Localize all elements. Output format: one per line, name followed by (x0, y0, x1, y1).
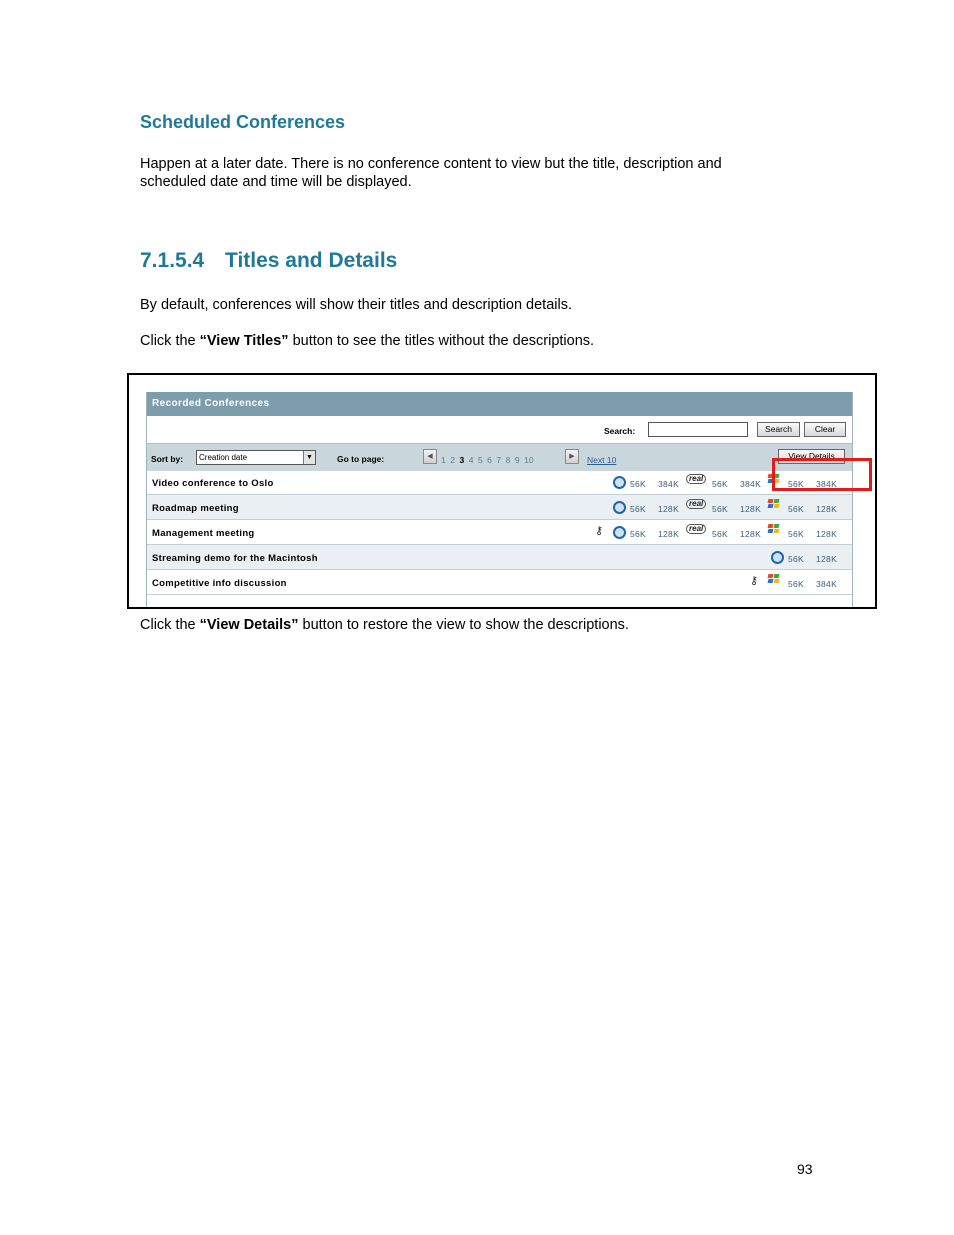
view-titles-term: “View Titles” (199, 333, 289, 349)
stream-rate-link[interactable]: 56K (712, 529, 729, 539)
quicktime-icon (613, 476, 626, 489)
stream-rate-link[interactable]: 128K (658, 504, 680, 514)
stream-rate-link[interactable]: 56K (712, 479, 729, 489)
table-row (147, 570, 852, 595)
stream-rate-link[interactable]: 128K (816, 504, 838, 514)
section-heading: Scheduled Conferences (140, 112, 346, 132)
conference-title[interactable]: Video conference to Oslo (152, 478, 274, 489)
stream-rate-link[interactable]: 56K (788, 554, 805, 564)
view-details-term: “View Details” (199, 617, 299, 633)
stream-rate-link[interactable]: 384K (816, 479, 838, 489)
text-prefix: Click the (140, 333, 200, 349)
search-label: Search: (604, 426, 636, 436)
key-icon: ⚷ (750, 575, 759, 587)
previous-page-icon[interactable]: ◀ (423, 449, 437, 464)
stream-rate-link[interactable]: 384K (658, 479, 680, 489)
realplayer-icon: real (686, 499, 706, 509)
key-icon: ⚷ (595, 525, 604, 537)
stream-rate-link[interactable]: 56K (788, 479, 805, 489)
goto-label: Go to page: (337, 454, 385, 464)
page-link[interactable]: 5 (477, 455, 483, 465)
stream-rate-link[interactable]: 56K (630, 479, 647, 489)
page-link[interactable]: 1 (441, 455, 446, 465)
page-link[interactable]: 3 (459, 455, 465, 465)
text-suffix: button to restore the view to show the descriptions. (298, 617, 629, 633)
text-prefix: Click the (140, 617, 200, 633)
stream-rate-link[interactable]: 384K (740, 479, 762, 489)
table-row (147, 495, 852, 520)
page-link[interactable]: 2 (450, 455, 455, 465)
quicktime-icon (613, 501, 626, 514)
search-row (147, 416, 852, 443)
sort-select[interactable] (196, 450, 316, 465)
page-link[interactable]: 9 (514, 455, 520, 465)
toolbar (147, 443, 852, 471)
text-suffix: button to see the titles without the descriptions. (288, 333, 595, 349)
conference-title[interactable]: Streaming demo for the Macintosh (152, 553, 318, 564)
clear-button[interactable]: Clear (804, 422, 846, 437)
stream-rate-link[interactable]: 56K (788, 504, 805, 514)
paragraph-default: By default, conferences will show their titles and description details. (140, 297, 572, 313)
stream-rate-link[interactable]: 384K (816, 579, 838, 589)
paragraph-view-titles (140, 332, 594, 350)
search-button[interactable]: Search (757, 422, 800, 437)
quicktime-icon (771, 551, 784, 564)
page-link[interactable]: 8 (505, 455, 511, 465)
subsection-title: Titles and Details (225, 249, 398, 272)
page-links (441, 455, 538, 465)
stream-rate-link[interactable]: 128K (740, 529, 762, 539)
next-page-icon[interactable]: ▶ (565, 449, 579, 464)
stream-rate-link[interactable]: 56K (788, 579, 805, 589)
realplayer-icon: real (686, 524, 706, 534)
sort-label: Sort by: (151, 454, 184, 464)
conference-title[interactable]: Management meeting (152, 528, 255, 539)
next-10-link[interactable]: Next 10 (587, 455, 617, 465)
stream-rate-link[interactable]: 128K (658, 529, 680, 539)
panel-title: Recorded Conferences (147, 392, 852, 416)
chevron-down-icon: ▼ (303, 451, 315, 464)
table-row (147, 545, 852, 570)
page-link[interactable]: 4 (468, 455, 474, 465)
conference-title[interactable]: Competitive info discussion (152, 578, 287, 589)
stream-rate-link[interactable]: 128K (816, 554, 838, 564)
page-link[interactable]: 6 (487, 455, 492, 465)
search-input[interactable] (648, 422, 748, 437)
table-row (147, 520, 852, 545)
page-number: 93 (797, 1161, 813, 1177)
stream-rate-link[interactable]: 56K (630, 504, 647, 514)
conference-list (147, 470, 852, 595)
stream-rate-link[interactable]: 128K (816, 529, 838, 539)
highlight-box (772, 458, 872, 491)
view-details-button[interactable]: View Details (778, 449, 845, 464)
windows-media-icon (768, 574, 779, 584)
section-text: Happen at a later date. There is no conference content to view but the title, description and scheduled date and time will be displayed. (140, 156, 722, 190)
stream-rate-link[interactable]: 56K (630, 529, 647, 539)
stream-rate-link[interactable]: 56K (788, 529, 805, 539)
stream-rate-link[interactable]: 56K (712, 504, 729, 514)
windows-media-icon (768, 499, 779, 509)
subsection-heading (140, 249, 397, 273)
sort-selected-value: Creation date (199, 453, 248, 462)
realplayer-icon: real (686, 474, 706, 484)
stream-rate-link[interactable]: 128K (740, 504, 762, 514)
table-row (147, 470, 852, 495)
windows-media-icon (768, 524, 779, 534)
screenshot-figure (127, 373, 877, 609)
quicktime-icon (613, 526, 626, 539)
subsection-number: 7.1.5.4 (140, 249, 205, 272)
recorded-conferences-panel (146, 392, 853, 609)
page-link[interactable]: 7 (496, 455, 502, 465)
page-link[interactable]: 10 (524, 455, 534, 465)
conference-title[interactable]: Roadmap meeting (152, 503, 239, 514)
paragraph-view-details (140, 616, 629, 634)
